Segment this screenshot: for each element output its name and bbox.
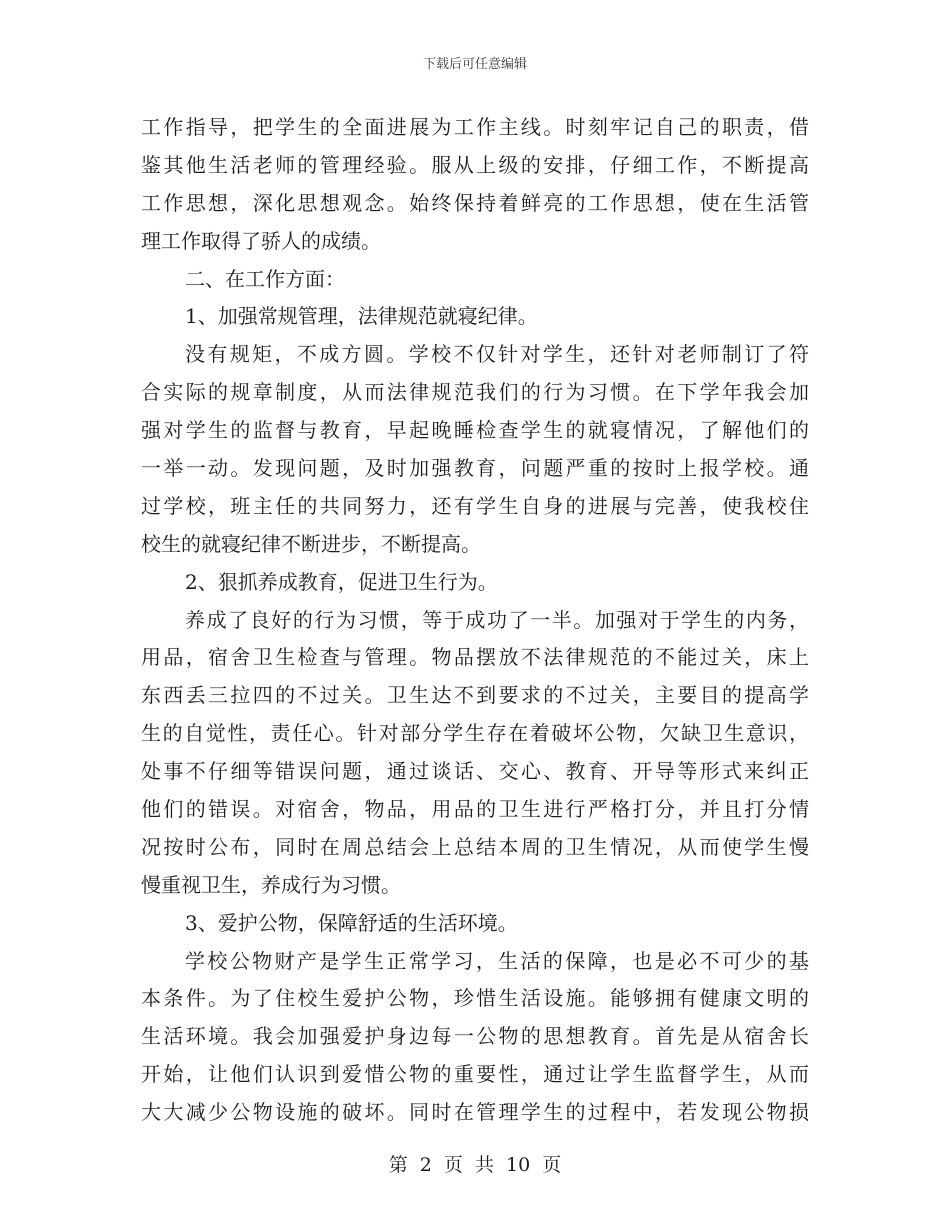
text-line: 他们的错误。对宿舍，物品，用品的卫生进行严格打分，并且打分情 xyxy=(141,797,809,822)
text-line: 东西丢三拉四的不过关。卫生达不到要求的不过关，主要目的提高学 xyxy=(141,683,809,708)
text-line: 学校公物财产是学生正常学习，生活的保障，也是必不可少的基 xyxy=(185,948,809,973)
text-line: 理工作取得了骄人的成绩。 xyxy=(141,228,381,253)
text-line: 本条件。为了住校生爱护公物，珍惜生活设施。能够拥有健康文明的 xyxy=(141,986,809,1011)
text-line: 强对学生的监督与教育，早起晚睡检查学生的就寝情况，了解他们的 xyxy=(141,418,809,443)
text-line: 工作指导，把学生的全面进展为工作主线。时刻牢记自己的职责，借 xyxy=(141,115,809,139)
text-line: 过学校，班主任的共同努力，还有学生自身的进展与完善，使我校住 xyxy=(141,493,809,518)
text-line: 生的自觉性，责任心。针对部分学生存在着破坏公物，欠缺卫生意识， xyxy=(141,721,809,746)
text-line: 处事不仔细等错误问题，通过谈话、交心、教育、开导等形式来纠正 xyxy=(141,759,809,784)
document-body xyxy=(141,109,809,1132)
text-line: 1、加强常规管理，法律规范就寝纪律。 xyxy=(185,304,538,329)
text-line: 况按时公布，同时在周总结会上总结本周的卫生情况，从而使学生慢 xyxy=(141,834,809,859)
text-line: 合实际的规章制度，从而法律规范我们的行为习惯。在下学年我会加 xyxy=(141,380,809,405)
text-line: 慢重视卫生，养成行为习惯。 xyxy=(141,872,401,897)
text-line: 开始，让他们认识到爱惜公物的重要性，通过让学生监督学生，从而 xyxy=(141,1062,809,1087)
text-line: 用品，宿舍卫生检查与管理。物品摆放不法律规范的不能过关，床上 xyxy=(141,645,809,670)
text-line: 养成了良好的行为习惯，等于成功了一半。加强对于学生的内务， xyxy=(185,607,809,632)
text-line: 3、爱护公物，保障舒适的生活环境。 xyxy=(185,910,518,935)
text-line: 生活环境。我会加强爱护身边每一公物的思想教育。首先是从宿舍长 xyxy=(141,1024,809,1049)
text-line: 一举一动。发现问题，及时加强教育，问题严重的按时上报学校。通 xyxy=(141,456,809,481)
text-line: 二、在工作方面： xyxy=(185,266,345,291)
text-line: 校生的就寝纪律不断进步，不断提高。 xyxy=(141,531,481,556)
text-line: 工作思想，深化思想观念。始终保持着鲜亮的工作思想，使在生活管 xyxy=(141,190,809,215)
text-line: 2、狠抓养成教育，促进卫生行为。 xyxy=(185,569,498,594)
text-line: 鉴其他生活老师的管理经验。服从上级的安排，仔细工作，不断提高 xyxy=(141,152,809,177)
text-line: 大大减少公物设施的破坏。同时在管理学生的过程中，若发现公物损 xyxy=(141,1100,809,1125)
page-header: 下载后可任意编辑 xyxy=(422,57,527,72)
page-footer: 第 2 页 共 10 页 xyxy=(388,1154,562,1176)
text-line: 没有规矩，不成方圆。学校不仅针对学生，还针对老师制订了符 xyxy=(185,342,809,367)
